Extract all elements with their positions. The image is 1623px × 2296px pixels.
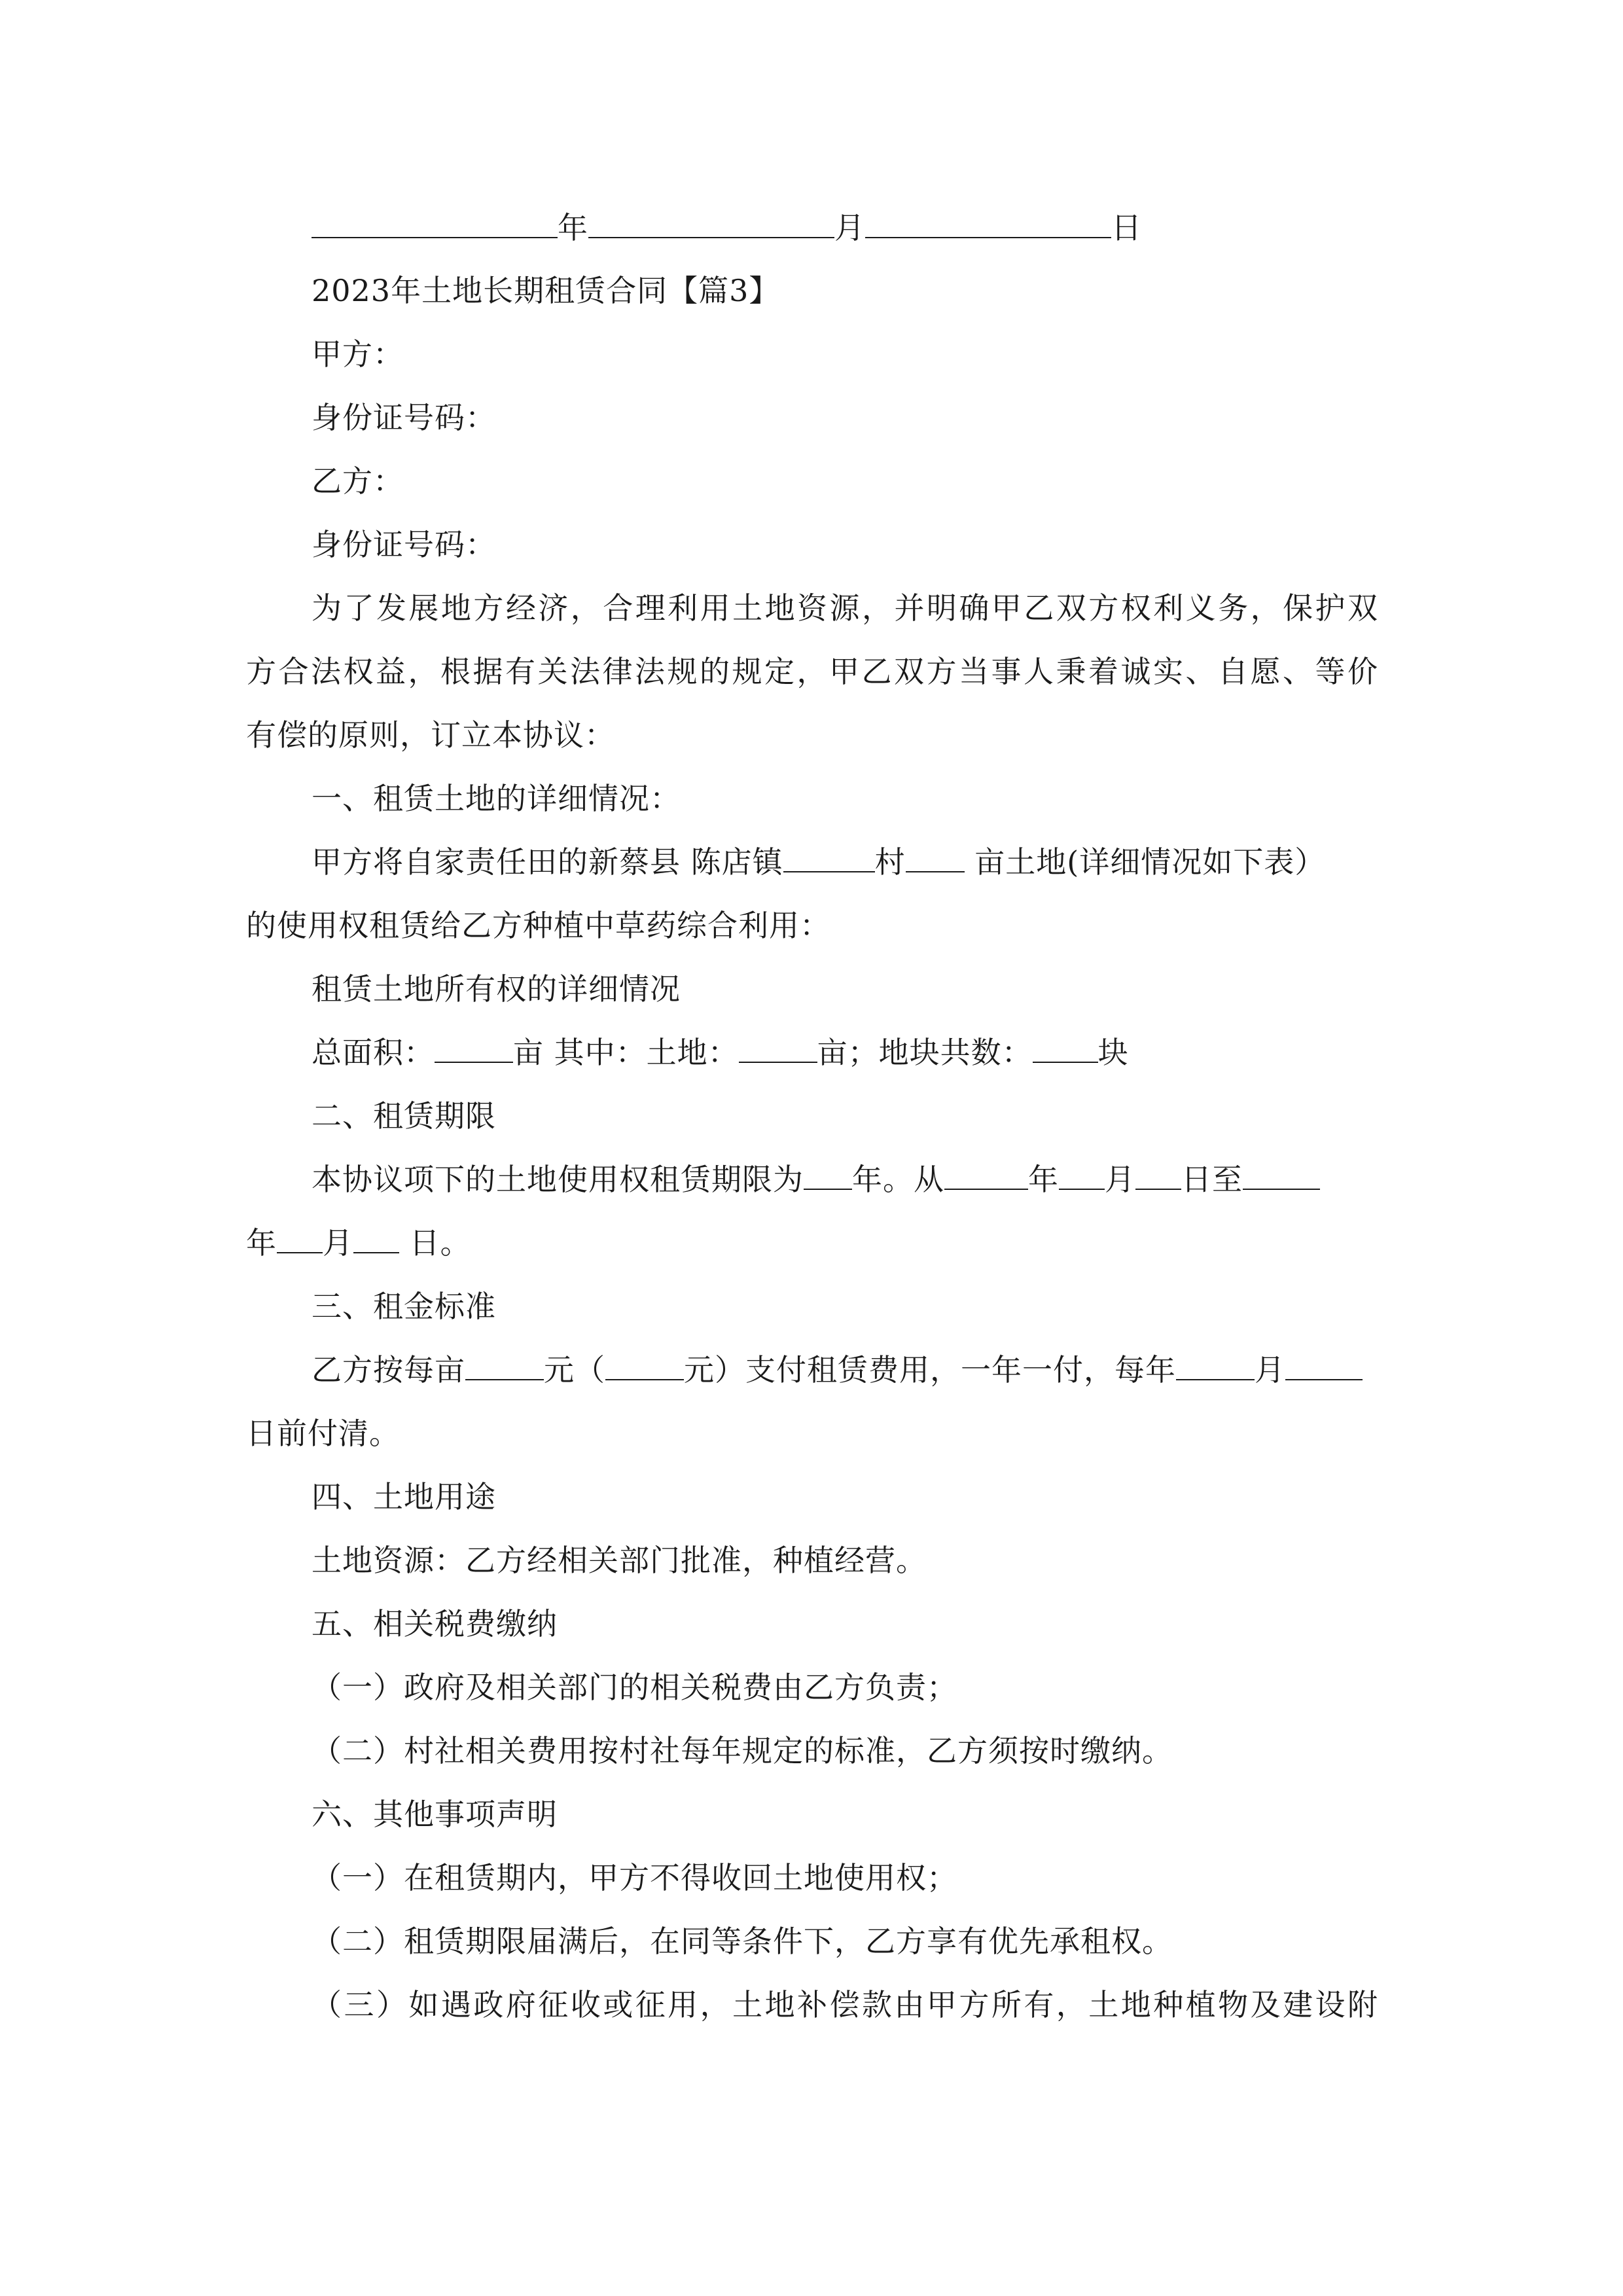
area-text-b: 亩 其中：土地： xyxy=(513,1035,739,1070)
term-text-8: 日。 xyxy=(399,1225,471,1261)
preamble-line-2: 方合法权益，根据有关法律法规的规定，甲乙双方当事人秉着诚实、自愿、等价 xyxy=(246,654,1378,689)
month-label: 月 xyxy=(834,210,865,245)
day-label: 日 xyxy=(1111,210,1142,245)
rent-month-blank xyxy=(1176,1353,1255,1380)
section-3-heading: 三、租金标准 xyxy=(312,1289,496,1324)
start-year-blank xyxy=(944,1162,1028,1190)
village-blank xyxy=(783,845,875,872)
preamble-line-1: 为了发展地方经济，合理利用土地资源，并明确甲乙双方权利义务，保护双 xyxy=(312,590,1378,626)
term-text-5: 日至 xyxy=(1181,1162,1243,1197)
start-day-blank xyxy=(1135,1162,1181,1190)
year-label: 年 xyxy=(558,210,588,245)
section-6-heading: 六、其他事项声明 xyxy=(312,1797,558,1832)
term-line-2 xyxy=(246,1223,1378,1263)
total-area-blank xyxy=(435,1035,513,1063)
section-1-paragraph-line-2: 的使用权租赁给乙方种植中草药综合利用： xyxy=(246,908,830,943)
section-5-item-2: （二）村社相关费用按村社每年规定的标准，乙方须按时缴纳。 xyxy=(312,1733,1173,1768)
section-4-heading: 四、土地用途 xyxy=(312,1479,496,1515)
end-year-blank xyxy=(1243,1162,1320,1190)
term-line-1 xyxy=(312,1160,1378,1199)
section-6-item-3: （三）如遇政府征收或征用，土地补偿款由甲方所有，土地种植物及建设附 xyxy=(312,1987,1378,2022)
term-years-blank xyxy=(804,1162,852,1190)
section-2-heading: 二、租赁期限 xyxy=(312,1098,496,1134)
party-b-id-label: 身份证号码： xyxy=(312,527,496,562)
term-text-2: 年。从 xyxy=(852,1162,944,1197)
section-4-text: 土地资源：乙方经相关部门批准，种植经营。 xyxy=(312,1543,927,1578)
section-1-text-b: 村 xyxy=(874,844,906,880)
rent-text-2: 元（ xyxy=(544,1352,605,1388)
start-month-blank xyxy=(1059,1162,1105,1190)
section-6-item-2: （二）租赁期限届满后，在同等条件下，乙方享有优先承租权。 xyxy=(312,1924,1173,1959)
rent-text-3: 元）支付租赁费用，一年一付，每年 xyxy=(684,1352,1176,1388)
rent-text-4: 月 xyxy=(1255,1352,1285,1388)
area-text-d: 块 xyxy=(1097,1035,1129,1070)
rent-line-1 xyxy=(312,1350,1378,1390)
section-1-text-c: 亩土地(详细情况如下表） xyxy=(964,844,1326,880)
land-area-blank xyxy=(739,1035,817,1063)
section-6-item-1: （一）在租赁期内，甲方不得收回土地使用权； xyxy=(312,1860,957,1895)
rent-per-mu-blank xyxy=(465,1353,544,1380)
rent-capital-blank xyxy=(605,1353,684,1380)
end-day-blank xyxy=(353,1226,399,1253)
section-1-heading: 一、租赁土地的详细情况： xyxy=(312,781,681,816)
rent-day-blank xyxy=(1285,1353,1363,1380)
year-blank xyxy=(312,211,558,238)
end-month-blank xyxy=(277,1226,323,1253)
area-line xyxy=(312,1033,1378,1072)
section-5-item-1: （一）政府及相关部门的相关税费由乙方负责； xyxy=(312,1670,957,1705)
section-1-text-a: 甲方将自家责任田的新蔡县 陈店镇 xyxy=(312,844,783,880)
section-1-subheading: 租赁土地所有权的详细情况 xyxy=(312,971,681,1007)
document-title: 2023年土地长期租赁合同【篇3】 xyxy=(312,273,780,308)
party-a-label: 甲方： xyxy=(312,336,404,372)
signature-date-line xyxy=(312,208,1378,247)
area-text-a: 总面积： xyxy=(312,1035,435,1070)
rent-text-1: 乙方按每亩 xyxy=(312,1352,465,1388)
term-text-4: 月 xyxy=(1105,1162,1135,1197)
term-text-3: 年 xyxy=(1028,1162,1059,1197)
section-5-heading: 五、相关税费缴纳 xyxy=(312,1606,558,1641)
day-blank xyxy=(865,211,1111,238)
area-text-c: 亩；地块共数： xyxy=(817,1035,1033,1070)
party-b-label: 乙方： xyxy=(312,463,404,499)
preamble-line-3: 有偿的原则，订立本协议： xyxy=(246,717,615,753)
term-text-1: 本协议项下的土地使用权租赁期限为 xyxy=(312,1162,804,1197)
month-blank xyxy=(588,211,834,238)
section-1-paragraph xyxy=(312,842,1378,882)
term-text-7: 月 xyxy=(323,1225,353,1261)
mu-blank xyxy=(906,845,965,872)
rent-line-2: 日前付清。 xyxy=(246,1416,400,1451)
term-text-6: 年 xyxy=(246,1225,277,1261)
party-a-id-label: 身份证号码： xyxy=(312,400,496,435)
plot-count-blank xyxy=(1033,1035,1098,1063)
